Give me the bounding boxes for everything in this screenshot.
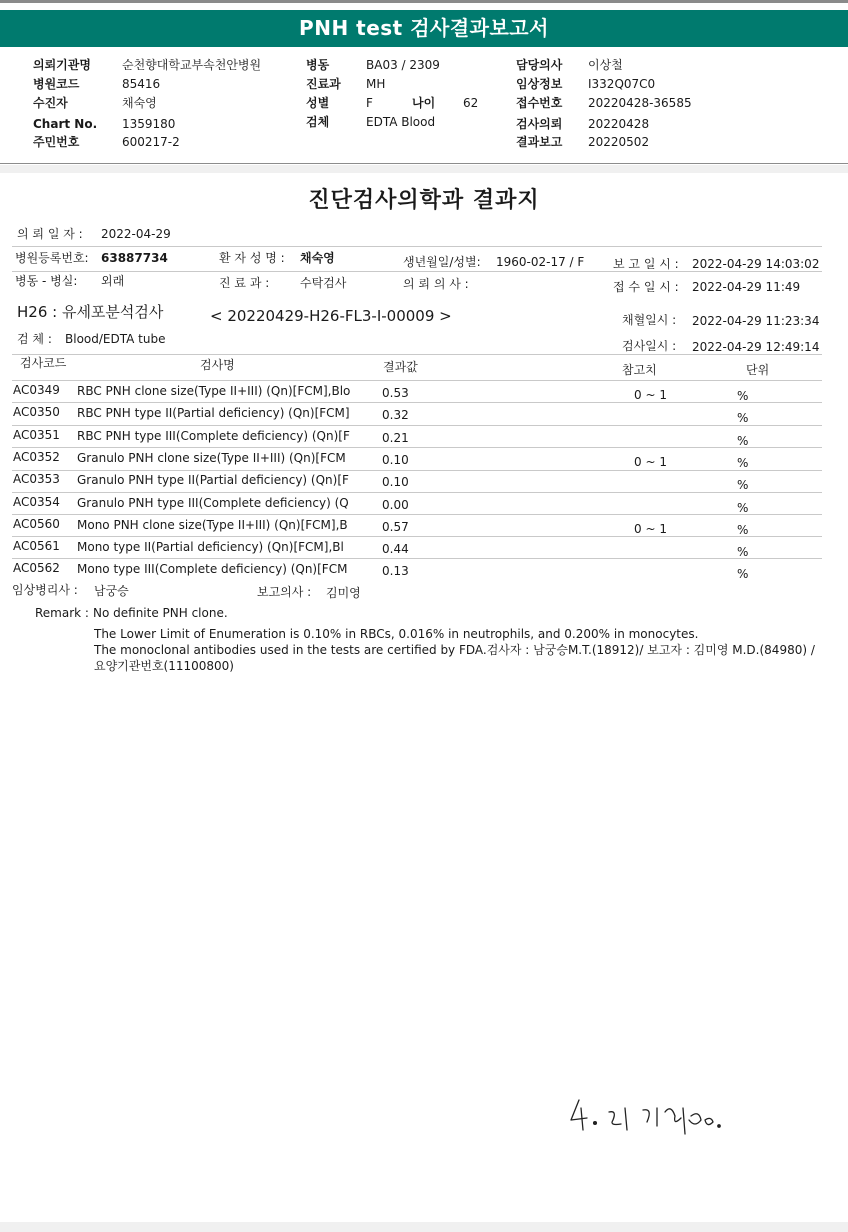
pathologist-value: 남궁승 <box>94 584 129 598</box>
row-unit: % <box>737 455 749 470</box>
header-field-label: 병동 <box>306 58 330 72</box>
row-unit: % <box>737 545 749 560</box>
row-code: AC0561 <box>13 539 60 554</box>
col-header-unit: 단위 <box>746 363 770 377</box>
specimen-label: 검 체 : <box>17 332 52 346</box>
table-row-line <box>12 425 822 426</box>
header-field-value: 채숙영 <box>122 96 157 110</box>
bottom-grey-band <box>0 1222 848 1232</box>
report-time-label: 보 고 일 시 : <box>613 257 679 271</box>
header-field-value: 순천향대학교부속천안병원 <box>122 58 262 72</box>
row-code: AC0353 <box>13 472 60 487</box>
row-code: AC0560 <box>13 516 60 531</box>
table-row-line <box>12 558 822 559</box>
report-time-value: 2022-04-29 14:03:02 <box>692 257 820 271</box>
row-unit: % <box>737 433 749 448</box>
report-banner-title: PNH test 검사결과보고서 <box>0 10 848 47</box>
section-title: H26 : 유세포분석검사 <box>17 303 164 321</box>
table-row-line <box>12 402 822 403</box>
report-title: 진단검사의학과 결과지 <box>308 188 540 213</box>
patient-name-value: 채숙영 <box>300 251 335 265</box>
header-age-value: 62 <box>463 96 479 110</box>
row-result: 0.10 <box>382 475 409 490</box>
header-field-value: EDTA Blood <box>366 115 436 129</box>
header-field-value: BA03 / 2309 <box>366 58 440 72</box>
remark-label: Remark : <box>35 606 89 620</box>
patient-name-label: 환 자 성 명 : <box>219 251 285 265</box>
row-code: AC0351 <box>13 427 60 442</box>
row-code: AC0562 <box>13 561 60 576</box>
receipt-time-label: 접 수 일 시 : <box>613 280 679 294</box>
row-unit: % <box>737 500 749 515</box>
row-code: AC0354 <box>13 494 60 509</box>
dept-value: 수탁검사 <box>300 276 347 290</box>
row-reference: 0 ~ 1 <box>634 454 667 469</box>
doctor-label: 의 뢰 의 사 : <box>403 277 469 291</box>
row-code: AC0352 <box>13 449 60 464</box>
request-date-label: 의 뢰 일 자 : <box>17 227 83 241</box>
info-line <box>12 246 822 247</box>
row-unit: % <box>737 522 749 537</box>
remark-line: 요양기관번호(11100800) <box>94 659 234 673</box>
table-row-line <box>12 447 822 448</box>
header-field-value: 20220428-36585 <box>588 96 692 110</box>
ward-value: 외래 <box>101 274 125 288</box>
header-field-value: 85416 <box>122 77 161 91</box>
row-unit: % <box>737 567 749 582</box>
row-result: 0.10 <box>382 452 409 467</box>
table-row-line <box>12 492 822 493</box>
collect-time-value: 2022-04-29 11:23:34 <box>692 314 820 328</box>
row-test-name: RBC PNH type III(Complete deficiency) (Qn)[F <box>77 428 350 443</box>
reporter-label: 보고의사 : <box>257 585 312 599</box>
dob-value: 1960-02-17 / F <box>496 255 585 269</box>
ward-label: 병동 - 병실: <box>15 274 78 288</box>
pathologist-label: 임상병리사 : <box>12 583 78 597</box>
header-field-label: 병원코드 <box>33 77 80 91</box>
header-separator <box>0 163 848 164</box>
row-result: 0.44 <box>382 542 409 557</box>
dept-label: 진 료 과 : <box>219 276 270 290</box>
header-field-value: 이상철 <box>588 58 623 72</box>
info-line <box>12 271 822 272</box>
header-field-value: F <box>366 96 373 110</box>
header-field-value: 600217-2 <box>122 135 180 149</box>
row-reference: 0 ~ 1 <box>634 521 667 536</box>
reg-no-value: 63887734 <box>101 251 168 265</box>
table-row-line <box>12 380 822 381</box>
table-row-line <box>12 536 822 537</box>
row-unit: % <box>737 478 749 493</box>
header-field-label: 검체 <box>306 115 330 129</box>
row-code: AC0349 <box>13 383 60 397</box>
row-result: 0.57 <box>382 519 409 534</box>
collect-time-label: 채혈일시 : <box>622 313 677 327</box>
remark-line: No definite PNH clone. <box>93 606 228 620</box>
header-grey-band <box>0 165 848 173</box>
row-result: 0.00 <box>382 497 409 512</box>
table-row-line <box>12 514 822 515</box>
header-field-label: 의뢰기관명 <box>33 58 91 72</box>
header-field-label: 성별 <box>306 96 330 110</box>
accession-number: < 20220429-H26-FL3-I-00009 > <box>210 307 452 325</box>
header-age-label: 나이 <box>412 96 436 110</box>
row-unit: % <box>737 389 749 403</box>
row-reference: 0 ~ 1 <box>634 388 667 402</box>
col-header-name: 검사명 <box>200 358 235 372</box>
row-code: AC0350 <box>13 405 60 420</box>
header-field-label: 주민번호 <box>33 135 80 149</box>
header-field-label: 담당의사 <box>516 58 563 72</box>
header-field-label: 접수번호 <box>516 96 563 110</box>
row-test-name: RBC PNH clone size(Type II+III) (Qn)[FCM],Blo <box>77 384 351 398</box>
remark-line: The Lower Limit of Enumeration is 0.10% in RBCs, 0.016% in neutrophils, and 0.200% in monocytes. <box>94 627 699 641</box>
dob-label: 생년월일/성별: <box>403 255 481 269</box>
header-field-value: MH <box>366 77 386 91</box>
row-unit: % <box>737 411 749 426</box>
header-field-value: 1359180 <box>122 117 176 131</box>
reporter-value: 김미영 <box>326 586 361 600</box>
header-field-value: I332Q07C0 <box>588 77 656 91</box>
header-field-label: 결과보고 <box>516 135 563 149</box>
top-border <box>0 0 848 3</box>
row-test-name: Mono type II(Partial deficiency) (Qn)[FCM],Bl <box>77 540 344 555</box>
header-field-label: 수진자 <box>33 96 68 110</box>
row-result: 0.13 <box>382 564 409 579</box>
remark-line: The monoclonal antibodies used in the tests are certified by FDA.검사자 : 남궁승M.T.(18912)/ 보고자 : 김미영 M.D.(84980) / <box>94 643 815 657</box>
col-header-result: 결과값 <box>383 360 418 374</box>
receipt-time-value: 2022-04-29 11:49 <box>692 280 801 294</box>
handwritten-signature <box>565 1090 735 1150</box>
request-date-value: 2022-04-29 <box>101 227 171 241</box>
header-field-label: 임상정보 <box>516 77 563 91</box>
reg-no-label: 병원등록번호: <box>15 251 89 265</box>
header-field-label: 진료과 <box>306 77 341 91</box>
col-header-code: 검사코드 <box>20 356 67 370</box>
test-time-value: 2022-04-29 12:49:14 <box>692 340 820 354</box>
header-field-value: 20220428 <box>588 117 650 131</box>
row-result: 0.32 <box>382 408 409 423</box>
row-test-name: Granulo PNH type III(Complete deficiency) (Q <box>77 495 349 510</box>
header-field-label: 검사의뢰 <box>516 117 563 131</box>
row-test-name: Granulo PNH type II(Partial deficiency) (Qn)[F <box>77 473 349 488</box>
specimen-value: Blood/EDTA tube <box>65 332 166 346</box>
table-row-line <box>12 470 822 471</box>
row-result: 0.21 <box>382 430 409 445</box>
test-time-label: 검사일시 : <box>622 339 677 353</box>
header-field-value: 20220502 <box>588 135 650 149</box>
row-test-name: Mono type III(Complete deficiency) (Qn)[FCM <box>77 562 348 577</box>
row-test-name: RBC PNH type II(Partial deficiency) (Qn)[FCM] <box>77 406 350 421</box>
header-field-label: Chart No. <box>33 117 98 131</box>
row-test-name: Granulo PNH clone size(Type II+III) (Qn)[FCM <box>77 450 346 465</box>
row-test-name: Mono PNH clone size(Type II+III) (Qn)[FCM],B <box>77 517 348 532</box>
table-top-line <box>12 354 822 355</box>
row-result: 0.53 <box>382 386 409 400</box>
col-header-ref: 참고치 <box>622 363 657 377</box>
